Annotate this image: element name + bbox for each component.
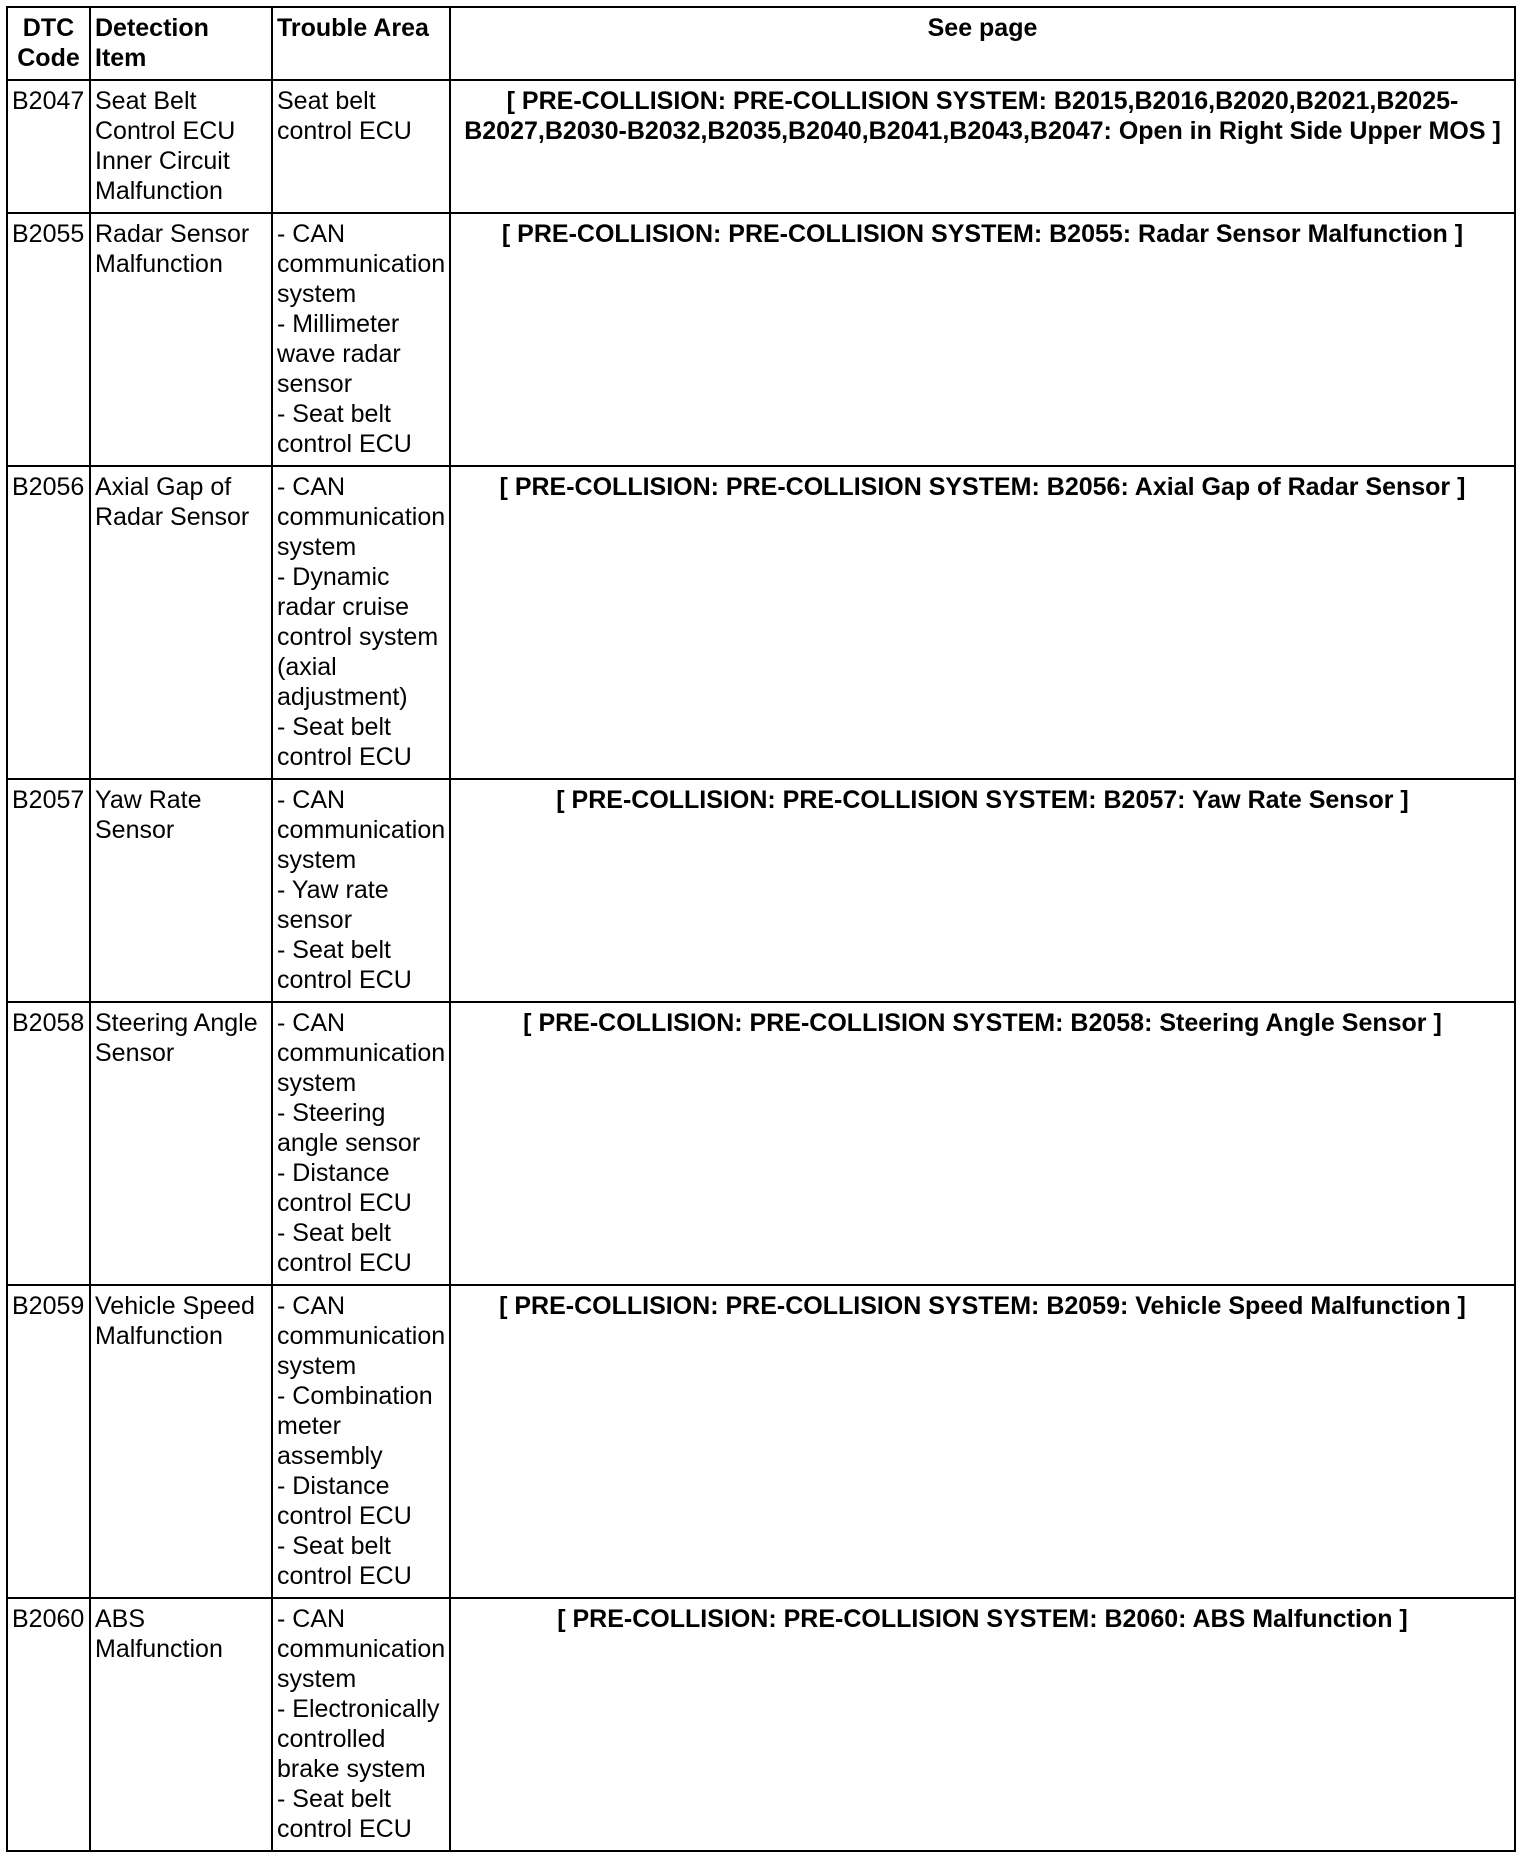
dtc-code-cell: B2055 <box>7 213 90 466</box>
detection-item-cell: ABS Malfunction <box>90 1598 272 1851</box>
dtc-code-cell: B2056 <box>7 466 90 779</box>
trouble-area-cell: - CAN communication system - Millimeter wave radar sensor - Seat belt control ECU <box>272 213 450 466</box>
table-row <box>7 779 1515 1002</box>
see-page-link[interactable]: [ PRE-COLLISION: PRE-COLLISION SYSTEM: B2059: Vehicle Speed Malfunction ] <box>450 1285 1515 1598</box>
see-page-link[interactable]: [ PRE-COLLISION: PRE-COLLISION SYSTEM: B2057: Yaw Rate Sensor ] <box>450 779 1515 1002</box>
table-row <box>7 1285 1515 1598</box>
trouble-area-cell: - CAN communication system - Dynamic radar cruise control system (axial adjustment) - Seat belt control ECU <box>272 466 450 779</box>
see-page-link[interactable]: [ PRE-COLLISION: PRE-COLLISION SYSTEM: B2056: Axial Gap of Radar Sensor ] <box>450 466 1515 779</box>
header-dtc-code: DTC Code <box>7 7 90 80</box>
table-row <box>7 80 1515 213</box>
trouble-area-cell: - CAN communication system - Steering angle sensor - Distance control ECU - Seat belt control ECU <box>272 1002 450 1285</box>
see-page-link[interactable]: [ PRE-COLLISION: PRE-COLLISION SYSTEM: B2058: Steering Angle Sensor ] <box>450 1002 1515 1285</box>
header-detection-item: Detection Item <box>90 7 272 80</box>
see-page-link[interactable]: [ PRE-COLLISION: PRE-COLLISION SYSTEM: B2055: Radar Sensor Malfunction ] <box>450 213 1515 466</box>
dtc-code-cell: B2058 <box>7 1002 90 1285</box>
see-page-link[interactable]: [ PRE-COLLISION: PRE-COLLISION SYSTEM: B2015,B2016,B2020,B2021,B2025-B2027,B2030-B2032,B2035,B2040,B2041,B2043,B2047: Open in Right Side Upper MOS ] <box>450 80 1515 213</box>
table-row <box>7 1598 1515 1851</box>
detection-item-cell: Seat Belt Control ECU Inner Circuit Malfunction <box>90 80 272 213</box>
trouble-area-cell: - CAN communication system - Electronically controlled brake system - Seat belt control ECU <box>272 1598 450 1851</box>
detection-item-cell: Steering Angle Sensor <box>90 1002 272 1285</box>
trouble-area-cell: - CAN communication system - Combination meter assembly - Distance control ECU - Seat belt control ECU <box>272 1285 450 1598</box>
trouble-area-cell: - CAN communication system - Yaw rate sensor - Seat belt control ECU <box>272 779 450 1002</box>
table-row <box>7 213 1515 466</box>
dtc-code-cell: B2060 <box>7 1598 90 1851</box>
trouble-area-cell: Seat belt control ECU <box>272 80 450 213</box>
table-row <box>7 466 1515 779</box>
detection-item-cell: Radar Sensor Malfunction <box>90 213 272 466</box>
see-page-link[interactable]: [ PRE-COLLISION: PRE-COLLISION SYSTEM: B2060: ABS Malfunction ] <box>450 1598 1515 1851</box>
dtc-code-cell: B2059 <box>7 1285 90 1598</box>
dtc-code-cell: B2057 <box>7 779 90 1002</box>
table-row <box>7 1002 1515 1285</box>
detection-item-cell: Axial Gap of Radar Sensor <box>90 466 272 779</box>
dtc-table <box>6 6 1516 1852</box>
detection-item-cell: Vehicle Speed Malfunction <box>90 1285 272 1598</box>
dtc-code-cell: B2047 <box>7 80 90 213</box>
header-row <box>7 7 1515 80</box>
header-see-page: See page <box>450 7 1515 80</box>
header-trouble-area: Trouble Area <box>272 7 450 80</box>
detection-item-cell: Yaw Rate Sensor <box>90 779 272 1002</box>
